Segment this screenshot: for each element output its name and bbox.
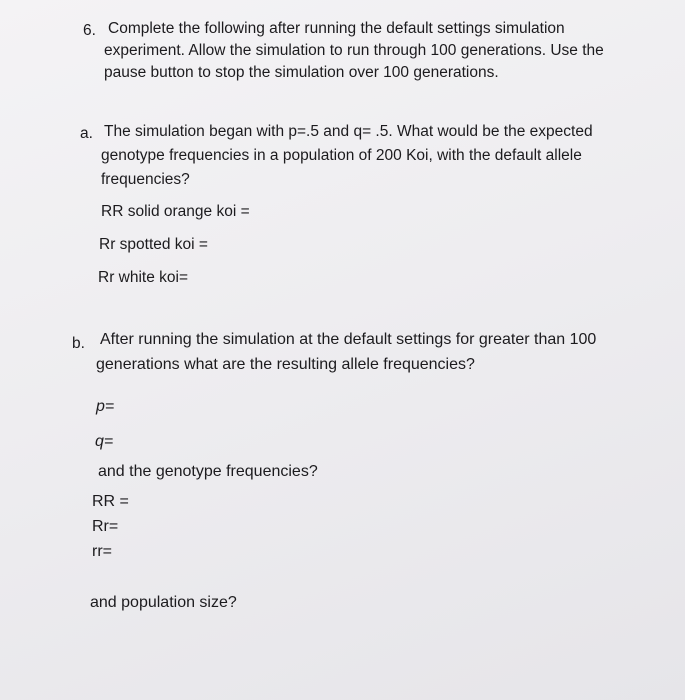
answer-genotype-rr-het: Rr= — [92, 518, 119, 535]
part-b-line-1: After running the simulation at the default settings for greater than 100 — [100, 331, 597, 348]
question-number: 6. — [83, 22, 96, 39]
answer-genotype-rr: RR = — [92, 493, 129, 510]
part-a-line-1: The simulation began with p=.5 and q= .5. What would be the expected — [104, 123, 593, 140]
question-6-line-1: Complete the following after running the default settings simulation — [108, 20, 565, 37]
question-6-line-2: experiment. Allow the simulation to run through 100 generations. Use the — [104, 42, 604, 59]
answer-genotype-rr-rec: rr= — [92, 543, 112, 560]
part-b-line-2: generations what are the resulting allele frequencies? — [96, 356, 475, 373]
answer-q: q= — [95, 433, 114, 450]
answer-rr-solid-orange: RR solid orange koi = — [101, 203, 250, 220]
part-b-label: b. — [72, 335, 85, 352]
part-a-label: a. — [80, 125, 93, 142]
question-6-line-3: pause button to stop the simulation over 100 generations. — [104, 64, 499, 81]
answer-rr-spotted: Rr spotted koi = — [99, 236, 208, 253]
genotype-prompt: and the genotype frequencies? — [98, 463, 318, 480]
part-a-line-2: genotype frequencies in a population of 200 Koi, with the default allele — [101, 147, 582, 164]
answer-p: p= — [96, 398, 115, 415]
part-a-line-3: frequencies? — [101, 171, 190, 188]
population-prompt: and population size? — [90, 594, 237, 611]
answer-rr-white: Rr white koi= — [98, 269, 189, 286]
